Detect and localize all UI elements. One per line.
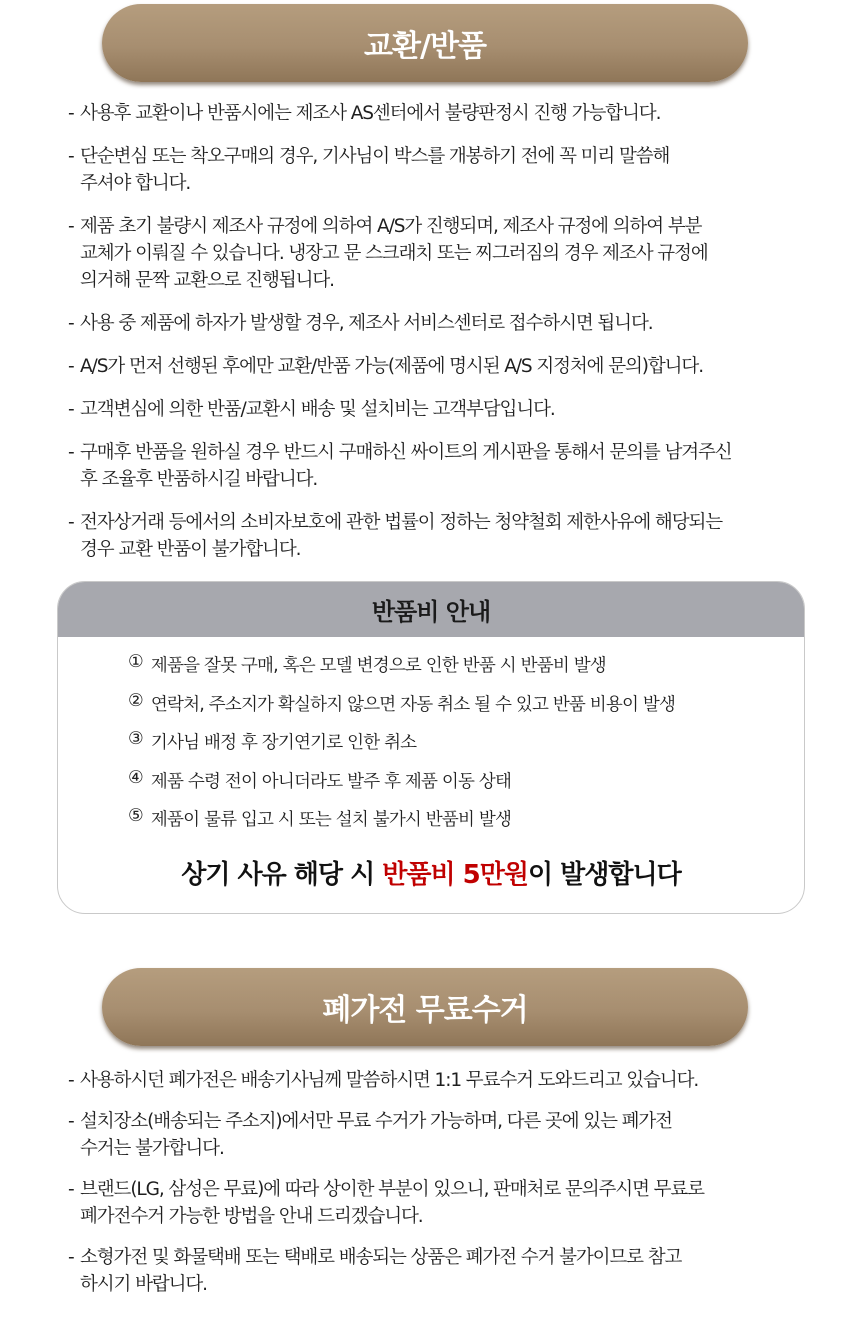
return-fee-title: 반품비 안내 (58, 582, 804, 637)
list-item (68, 100, 838, 127)
list-item (128, 768, 675, 807)
note-line: 제품 초기 불량시 제조사 규정에 의하여 A/S가 진행되며, 제조사 규정에 의하여 부분 (80, 216, 702, 237)
note-line: 사용 중 제품에 하자가 발생할 경우, 제조사 서비스센터로 접수하시면 됩니다. (80, 313, 653, 334)
note-line: 구매후 반품을 원하실 경우 반드시 구매하신 싸이트의 게시판을 통해서 문의를 남겨주신 (80, 442, 732, 463)
bullet-dash: - (68, 1111, 74, 1132)
fee-reason: 제품이 물류 입고 시 또는 설치 불가시 반품비 발생 (150, 810, 512, 830)
circled-number: ④ (128, 767, 143, 788)
appliance-pickup-notes (68, 1067, 838, 1312)
bullet-dash: - (68, 356, 74, 377)
note-line: 사용후 교환이나 반품시에는 제조사 AS센터에서 불량판정시 진행 가능합니다. (80, 103, 661, 124)
note-line: 의거해 문짝 교환으로 진행됩니다. (80, 270, 334, 291)
list-item (128, 691, 675, 730)
note-line: 고객변심에 의한 반품/교환시 배송 및 설치비는 고객부담입니다. (80, 399, 555, 420)
return-fee-summary (58, 854, 804, 891)
list-item (128, 806, 675, 845)
circled-number: ③ (128, 729, 143, 749)
circled-number: ① (128, 652, 143, 672)
list-item (128, 652, 675, 691)
list-item (68, 143, 838, 197)
note-line: 단순변심 또는 착오구매의 경우, 기사님이 박스를 개봉하기 전에 꼭 미리 말씀해 (80, 146, 670, 167)
bullet-dash: - (68, 103, 74, 124)
bullet-dash: - (68, 1247, 74, 1268)
note-line: 브랜드(LG, 삼성은 무료)에 따라 상이한 부분이 있으니, 판매처로 문의주시면 무료로 (80, 1179, 704, 1200)
bullet-dash: - (68, 216, 74, 237)
note-line: 사용하시던 폐가전은 배송기사님께 말씀하시면 1:1 무료수거 도와드리고 있습니다. (80, 1070, 699, 1091)
list-item (68, 1108, 838, 1162)
list-item (68, 1067, 838, 1094)
bullet-dash: - (68, 512, 74, 533)
note-line: 후 조율후 반품하시길 바랍니다. (80, 469, 318, 490)
appliance-pickup-title: 폐가전 무료수거 (102, 968, 748, 1046)
note-line: 수거는 불가합니다. (80, 1138, 224, 1159)
bullet-dash: - (68, 146, 74, 167)
exchange-return-title: 교환/반품 (102, 4, 748, 82)
fee-reason: 제품을 잘못 구매, 혹은 모델 변경으로 인한 반품 시 반품비 발생 (150, 656, 606, 676)
note-line: 경우 교환 반품이 불가합니다. (80, 539, 301, 560)
list-item (68, 396, 838, 423)
note-line: 주셔야 합니다. (80, 173, 191, 194)
bullet-dash: - (68, 1179, 74, 1200)
fee-reason: 제품 수령 전이 아니더라도 발주 후 제품 이동 상태 (150, 771, 512, 792)
summary-text: 이 발생합니다 (528, 860, 681, 890)
fee-reason: 기사님 배정 후 장기연기로 인한 취소 (150, 733, 417, 753)
bullet-dash: - (68, 313, 74, 334)
list-item (68, 439, 838, 493)
note-line: 설치장소(배송되는 주소지)에서만 무료 수거가 가능하며, 다른 곳에 있는 폐가전 (80, 1111, 672, 1132)
bullet-dash: - (68, 442, 74, 463)
list-item (68, 213, 838, 294)
bullet-dash: - (68, 399, 74, 420)
return-fee-box (57, 581, 805, 914)
circled-number: ② (128, 690, 143, 711)
list-item (68, 1176, 838, 1230)
fee-amount-highlight: 반품비 5만원 (382, 860, 528, 890)
fee-reason: 연락처, 주소지가 확실하지 않으면 자동 취소 될 수 있고 반품 비용이 발생 (150, 694, 676, 715)
note-line: 하시기 바랍니다. (80, 1274, 207, 1295)
list-item (68, 310, 838, 337)
note-line: A/S가 먼저 선행된 후에만 교환/반품 가능(제품에 명시된 A/S 지정처에 문의)합니다. (80, 356, 703, 377)
circled-number: ⑤ (128, 806, 143, 826)
return-fee-items (128, 652, 675, 845)
list-item (128, 729, 675, 768)
note-line: 전자상거래 등에서의 소비자보호에 관한 법률이 정하는 청약철회 제한사유에 해당되는 (80, 512, 723, 533)
list-item (68, 353, 838, 380)
summary-text: 상기 사유 해당 시 (181, 860, 383, 890)
bullet-dash: - (68, 1070, 74, 1091)
note-line: 폐가전수거 가능한 방법을 안내 드리겠습니다. (80, 1206, 423, 1227)
list-item (68, 509, 838, 563)
exchange-return-notes (68, 100, 838, 579)
list-item (68, 1244, 838, 1298)
note-line: 소형가전 및 화물택배 또는 택배로 배송되는 상품은 폐가전 수거 불가이므로 참고 (80, 1247, 682, 1268)
note-line: 교체가 이뤄질 수 있습니다. 냉장고 문 스크래치 또는 찌그러짐의 경우 제조사 규정에 (80, 243, 708, 264)
